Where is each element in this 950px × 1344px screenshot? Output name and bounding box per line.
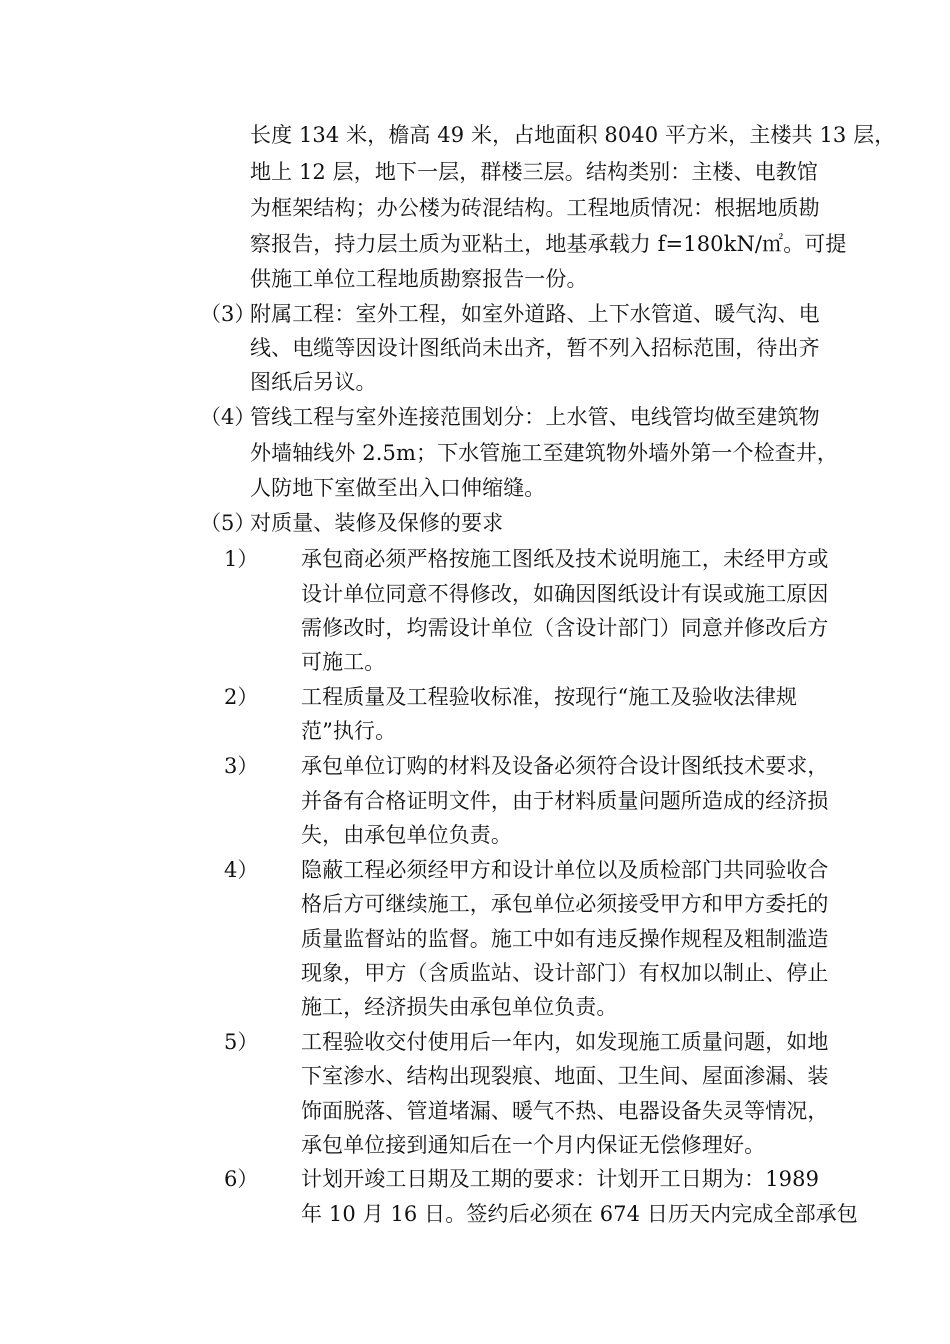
- item-line: 失，由承包单位负责。: [301, 823, 512, 847]
- item-line: 饰面脱落、管道堵漏、暖气不热、电器设备失灵等情况，: [301, 1099, 829, 1123]
- section-line: 对质量、装修及保修的要求: [250, 511, 504, 535]
- item-line: 质量监督站的监督。施工中如有违反操作规程及粗制滥造: [301, 927, 829, 951]
- item-line: 承包商必须严格按施工图纸及技术说明施工，未经甲方或: [301, 547, 829, 571]
- item-number: 6）: [224, 1167, 259, 1191]
- item-line: 施工，经济损失由承包单位负责。: [301, 995, 618, 1019]
- section-line: 人防地下室做至出入口伸缩缝。: [250, 476, 546, 500]
- section-number: （4）: [200, 405, 256, 429]
- item-line: 可施工。: [301, 650, 386, 674]
- section-line: 线、电缆等因设计图纸尚未出齐，暂不列入招标范围，待出齐: [250, 336, 820, 360]
- intro-line: 地上 12 层，地下一层，群楼三层。结构类别：主楼、电教馆: [250, 160, 818, 184]
- intro-line: 察报告，持力层土质为亚粘土，地基承载力 f=180kN/㎡。可提: [250, 232, 847, 256]
- item-line: 年 10 月 16 日。签约后必须在 674 日历天内完成全部承包: [301, 1202, 858, 1226]
- item-number: 1）: [224, 547, 259, 571]
- item-line: 工程验收交付使用后一年内，如发现施工质量问题，如地: [301, 1030, 829, 1054]
- item-line: 下室渗水、结构出现裂痕、地面、卫生间、屋面渗漏、装: [301, 1064, 829, 1088]
- item-line: 设计单位同意不得修改，如确因图纸设计有误或施工原因: [301, 582, 829, 606]
- item-line: 需修改时，均需设计单位（含设计部门）同意并修改后方: [301, 616, 829, 640]
- item-number: 2）: [224, 685, 259, 709]
- intro-line: 供施工单位工程地质勘察报告一份。: [250, 267, 588, 291]
- section-line: 附属工程：室外工程，如室外道路、上下水管道、暖气沟、电: [250, 302, 820, 326]
- item-number: 4）: [224, 858, 259, 882]
- section-line: 管线工程与室外连接范围划分：上水管、电线管均做至建筑物: [250, 405, 820, 429]
- item-number: 5）: [224, 1030, 259, 1054]
- item-line: 隐蔽工程必须经甲方和设计单位以及质检部门共同验收合: [301, 858, 829, 882]
- section-number: （5）: [200, 511, 256, 535]
- item-line: 承包单位订购的材料及设备必须符合设计图纸技术要求，: [301, 754, 829, 778]
- item-line: 格后方可继续施工，承包单位必须接受甲方和甲方委托的: [301, 892, 829, 916]
- intro-line: 长度 134 米，檐高 49 米，占地面积 8040 平方米，主楼共 13 层，: [250, 123, 896, 147]
- item-line: 计划开竣工日期及工期的要求：计划开工日期为：1989: [301, 1167, 820, 1191]
- item-line: 承包单位接到通知后在一个月内保证无偿修理好。: [301, 1133, 766, 1157]
- section-line: 图纸后另议。: [250, 370, 377, 394]
- section-line: 外墙轴线外 2.5m；下水管施工至建筑物外墙外第一个检查井，: [250, 441, 838, 465]
- item-line: 范”执行。: [301, 719, 397, 743]
- item-line: 工程质量及工程验收标准，按现行“施工及验收法律规: [301, 685, 798, 709]
- intro-line: 为框架结构；办公楼为砖混结构。工程地质情况：根据地质勘: [250, 196, 820, 220]
- section-number: （3）: [200, 302, 256, 326]
- item-number: 3）: [224, 754, 259, 778]
- item-line: 现象，甲方（含质监站、设计部门）有权加以制止、停止: [301, 961, 829, 985]
- item-line: 并备有合格证明文件，由于材料质量问题所造成的经济损: [301, 789, 829, 813]
